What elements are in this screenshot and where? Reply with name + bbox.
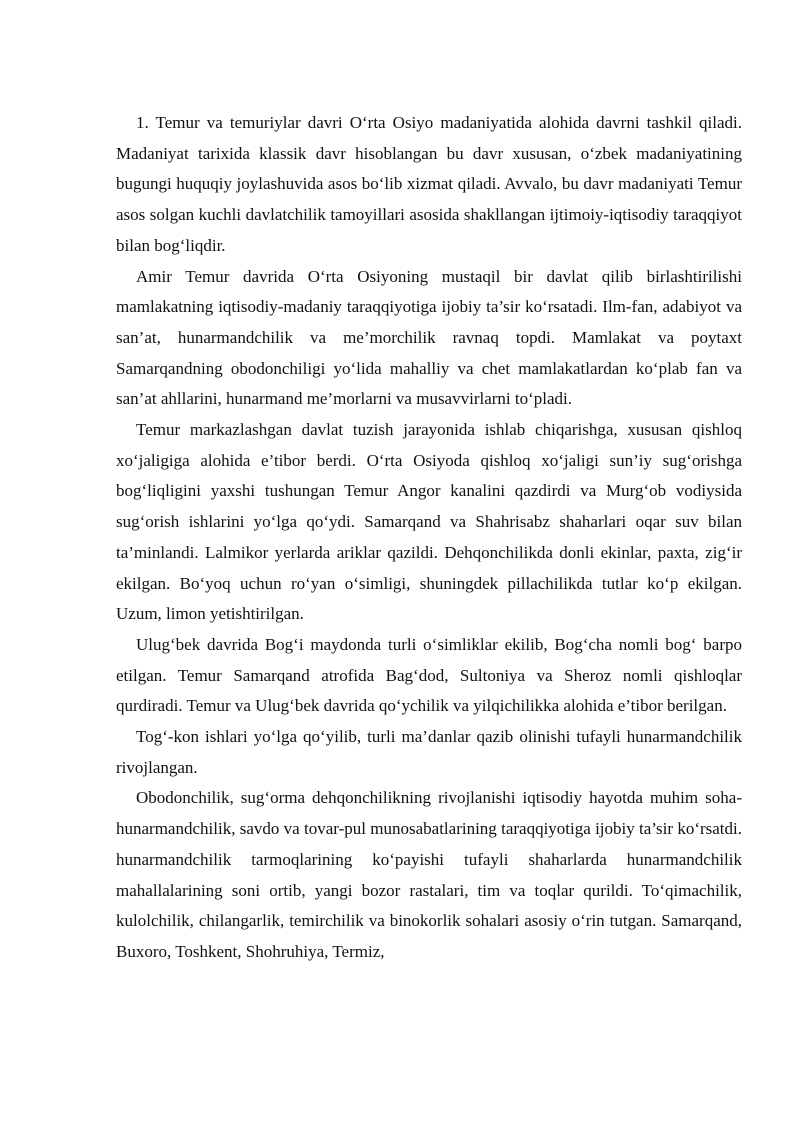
document-page	[116, 108, 742, 968]
paragraph-2: Amir Temur davrida O‘rta Osiyoning mustaqil bir davlat qilib birlashtirilishi mamlakatning iqtisodiy-madaniy taraqqiyotiga ijobiy ta’sir ko‘rsatadi. Ilm-fan, adabiyot va san’at, hunarmandchilik va me’morchilik ravnaq topdi. Mamlakat va poytaxt Samarqandning obodonchiligi yo‘lida mahalliy va chet mamlakatlardan ko‘plab fan va san’at ahllarini, hunarmand me’morlarni va musavvirlarni to‘pladi.	[116, 266, 742, 409]
paragraph-5: Tog‘-kon ishlari yo‘lga qo‘yilib, turli ma’danlar qazib olinishi tufayli hunarmandchilik rivojlangan.	[116, 727, 742, 777]
paragraph-1: 1. Temur va temuriylar davri O‘rta Osiyo madaniyatida alohida davrni tashkil qiladi. Madaniyat tarixida klassik davr hisoblangan bu davr xususan, o‘zbek madaniyatining bugungi huquqiy joylashuvida asos bo‘lib xizmat qiladi. Avvalo, bu davr madaniyati Temur asos solgan kuchli davlatchilik tamoyillari asosida shakllangan ijtimoiy-iqtisodiy taraqqiyot bilan bog‘liqdir.	[116, 113, 742, 255]
paragraph-6: Obodonchilik, sug‘orma dehqonchilikning rivojlanishi iqtisodiy hayotda muhim soha-hunarmandchilik, savdo va tovar-pul munosabatlarining taraqqiyotiga ijobiy ta’sir ko‘rsatdi. hunarmandchilik tarmoqlarining ko‘payishi tufayli shaharlarda hunarmandchilik mahallalarining soni ortib, yangi bozor rastalari, tim va toqlar qurildi. To‘qimachilik, kulolchilik, chilangarlik, temirchilik va binokorlik sohalari asosiy o‘rin tutgan. Samarqand, Buxoro, Toshkent, Shohruhiya, Termiz,	[116, 788, 742, 961]
paragraph-3: Temur markazlashgan davlat tuzish jarayonida ishlab chiqarishga, xususan qishloq xo‘jaligiga alohida e’tibor berdi. O‘rta Osiyoda qishloq xo‘jaligi sun’iy sug‘orishga bog‘liqligini yaxshi tushungan Temur Angor kanalini qazdirdi va Murg‘ob vodiysida sug‘orish ishlarini yo‘lga qo‘ydi. Samarqand va Shahrisabz shaharlari oqar suv bilan ta’minlandi. Lalmikor yerlarda ariklar qazildi. Dehqonchilikda donli ekinlar, paxta, zig‘ir ekilgan. Bo‘yoq uchun ro‘yan o‘simligi, shuningdek pillachilikda tutlar ko‘p ekilgan. Uzum, limon yetishtirilgan.	[116, 420, 742, 624]
paragraph-4: Ulug‘bek davrida Bog‘i maydonda turli o‘simliklar ekilib, Bog‘cha nomli bog‘ barpo etilgan. Temur Samarqand atrofida Bag‘dod, Sultoniya va Sheroz nomli qishloqlar qurdiradi. Temur va Ulug‘bek davrida qo‘ychilik va yilqichilikka alohida e’tibor berilgan.	[116, 634, 742, 716]
